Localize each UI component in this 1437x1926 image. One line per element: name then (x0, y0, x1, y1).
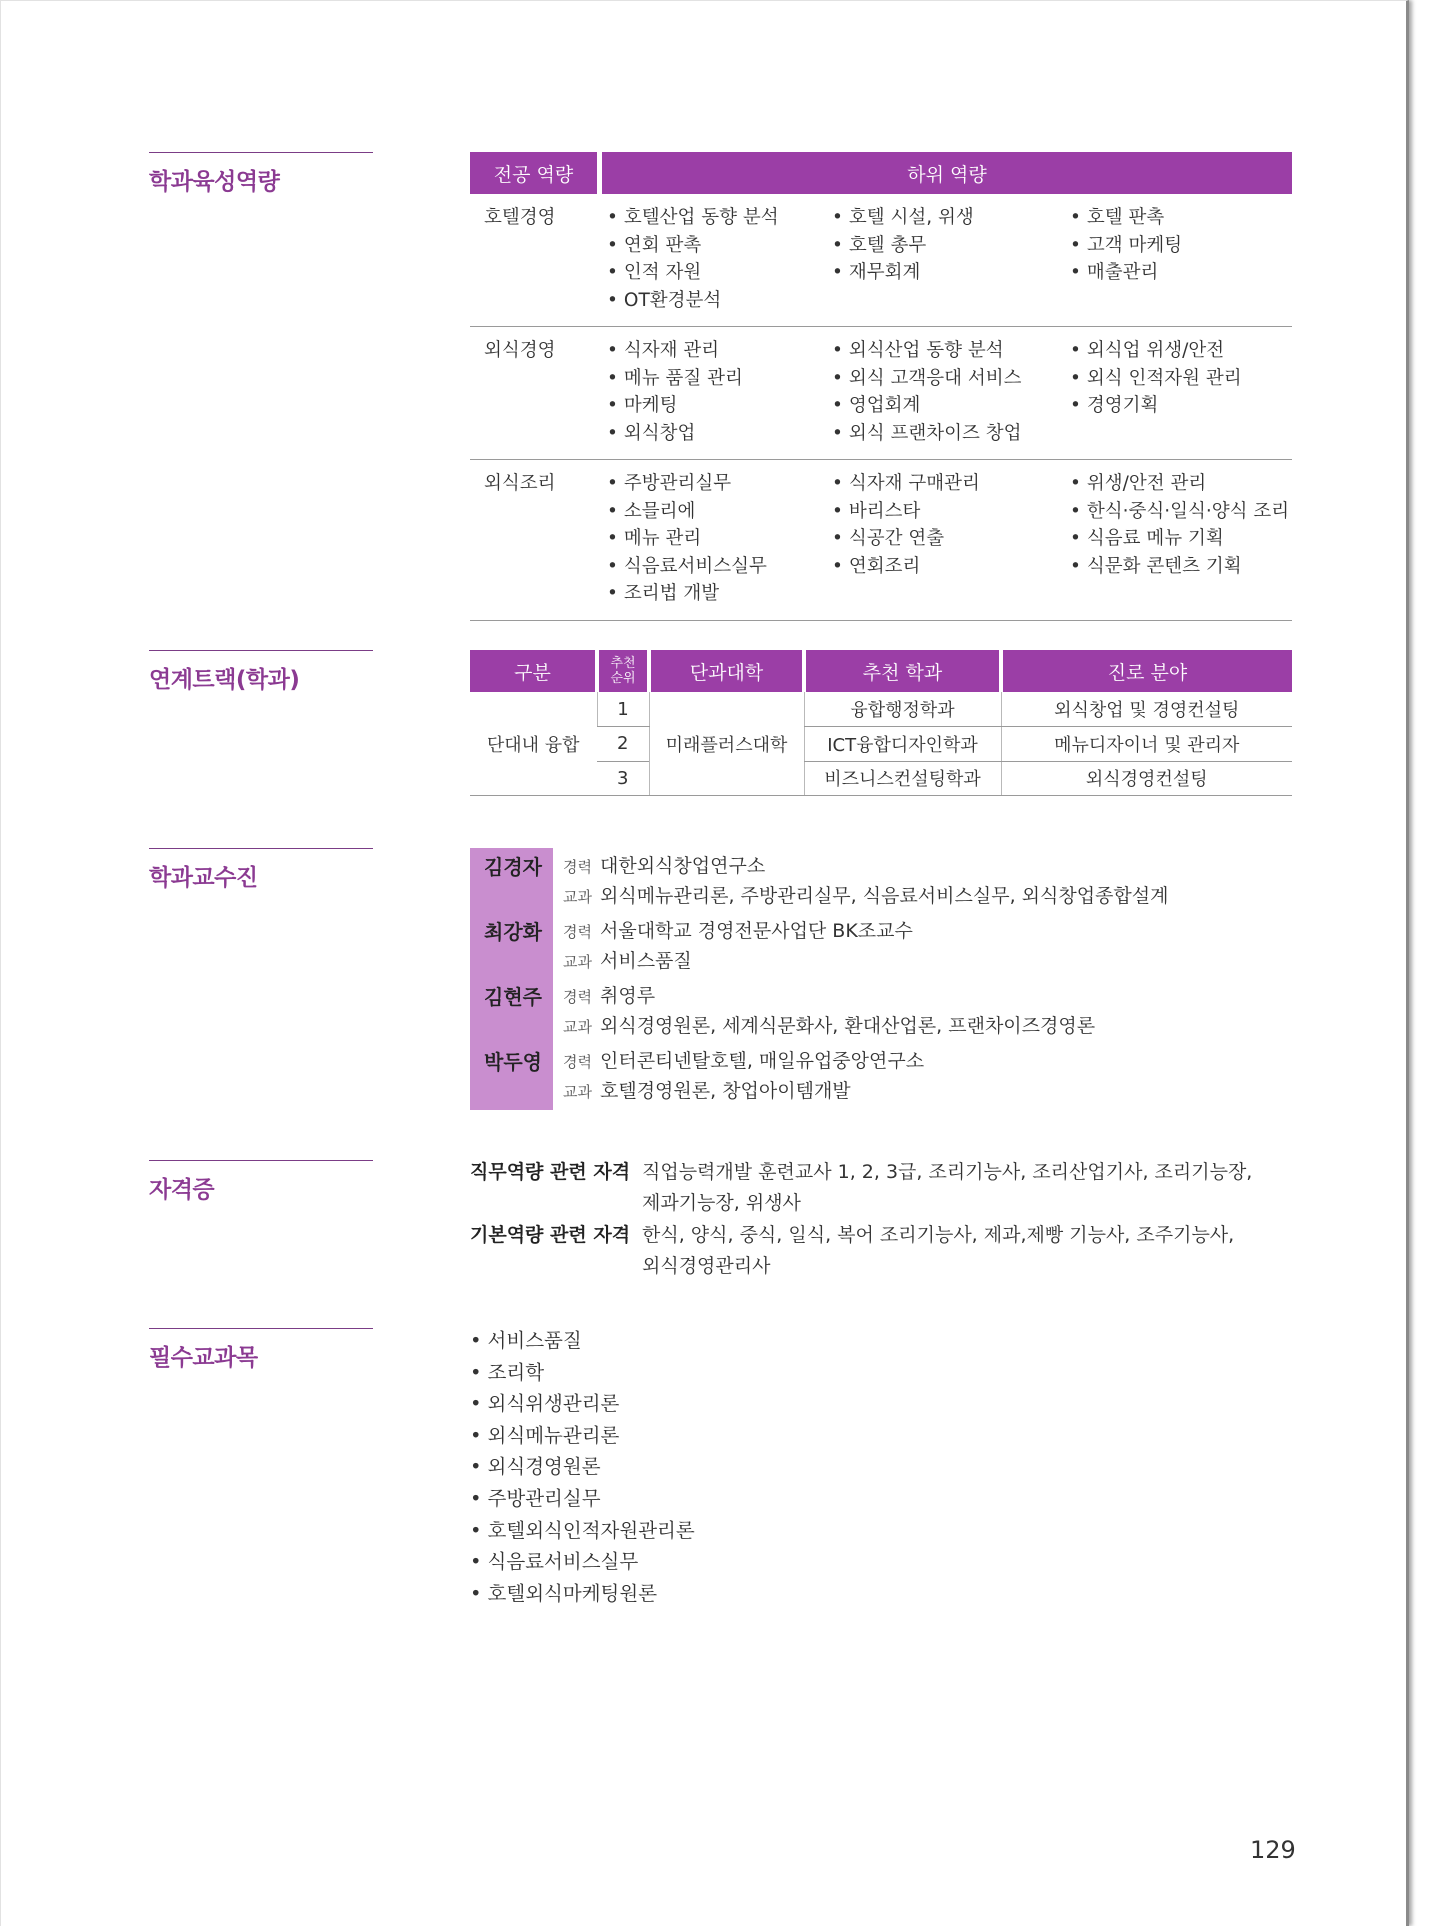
certificate-text: 제과기능장, 위생사 (642, 1192, 801, 1214)
track-rank: 1 (597, 692, 649, 727)
header-division: 구분 (470, 650, 597, 692)
list-item: • 호텔외식마케팅원론 (470, 1578, 695, 1610)
header-major-competency: 전공 역량 (470, 152, 597, 194)
track-group: 단대내 융합 (470, 692, 597, 796)
track-career: 외식경영컨설팅 (1001, 761, 1292, 796)
faculty-courses: 외식메뉴관리론, 주방관리실무, 식음료서비스실무, 외식창업종합설계 (599, 885, 1169, 907)
faculty-name: 김현주 (484, 985, 542, 1009)
section-title-certificates: 자격증 (149, 1160, 373, 1204)
certificate-list (470, 1157, 1292, 1283)
track-table (470, 650, 1292, 796)
list-item: • 외식창업 (607, 420, 826, 448)
list-item: • 외식 인적자원 관리 (1070, 365, 1292, 393)
course-tag: 교과 (563, 953, 592, 971)
list-item: • 식공간 연출 (832, 525, 1064, 553)
certificate-row (470, 1220, 1292, 1282)
list-item: • 외식메뉴관리론 (470, 1420, 695, 1452)
career-tag: 경력 (563, 988, 592, 1006)
list-item: • 메뉴 관리 (607, 525, 826, 553)
list-item: • 주방관리실무 (607, 470, 826, 498)
faculty-name: 김경자 (484, 855, 542, 879)
track-rank: 3 (597, 761, 649, 796)
career-tag: 경력 (563, 858, 592, 876)
header-college: 단과대학 (649, 650, 804, 692)
list-item: • 재무회계 (832, 259, 1064, 287)
faculty-entry (470, 848, 1292, 913)
track-dept: 비즈니스컨설팅학과 (804, 761, 1001, 796)
list-item: • 호텔 총무 (832, 232, 1064, 260)
faculty-career: 인터콘티넨탈호텔, 매일유업중앙연구소 (599, 1050, 925, 1072)
faculty-courses-line (563, 881, 1169, 908)
section-title-track: 연계트랙(학과) (149, 650, 373, 694)
faculty-courses-line (563, 946, 692, 973)
list-item: • 연회 판촉 (607, 232, 826, 260)
list-item: • 영업회계 (832, 392, 1064, 420)
course-tag: 교과 (563, 888, 592, 906)
certificate-text: 직업능력개발 훈련교사 1, 2, 3급, 조리기능사, 조리산업기사, 조리기능장, (642, 1161, 1253, 1183)
competency-category: 호텔경영 (484, 207, 556, 228)
list-item: • 메뉴 품질 관리 (607, 365, 826, 393)
list-item: • 고객 마케팅 (1070, 232, 1292, 260)
faculty-career: 대한외식창업연구소 (599, 855, 766, 877)
certificate-text: 한식, 양식, 중식, 일식, 복어 조리기능사, 제과,제빵 기능사, 조주기능사, (642, 1224, 1235, 1246)
list-item: • 바리스타 (832, 498, 1064, 526)
course-tag: 교과 (563, 1083, 592, 1101)
section-title-faculty: 학과교수진 (149, 848, 373, 892)
list-item: • 식음료서비스실무 (470, 1546, 695, 1578)
list-item: • 식음료 메뉴 기획 (1070, 525, 1292, 553)
track-dept: 융합행정학과 (804, 692, 1001, 727)
faculty-entry (470, 978, 1292, 1043)
faculty-career: 서울대학교 경영전문사업단 BK조교수 (599, 920, 913, 942)
list-item: • 호텔산업 동향 분석 (607, 204, 826, 232)
table-row (470, 327, 1292, 460)
table-row (470, 194, 1292, 327)
list-item: • 호텔 시설, 위생 (832, 204, 1064, 232)
list-item: • 위생/안전 관리 (1070, 470, 1292, 498)
page-number: 129 (1250, 1836, 1296, 1864)
list-item: • 호텔외식인적자원관리론 (470, 1515, 695, 1547)
faculty-courses: 호텔경영원론, 창업아이템개발 (599, 1080, 851, 1102)
list-item: • 식문화 콘텐츠 기획 (1070, 553, 1292, 581)
track-table-header (470, 650, 1292, 692)
course-tag: 교과 (563, 1018, 592, 1036)
list-item: • 연회조리 (832, 553, 1064, 581)
faculty-name: 박두영 (484, 1050, 542, 1074)
list-item: • 인적 자원 (607, 259, 826, 287)
list-item: • 조리법 개발 (607, 580, 826, 608)
faculty-career-line (563, 916, 913, 943)
list-item: • 외식업 위생/안전 (1070, 337, 1292, 365)
list-item: • 식자재 구매관리 (832, 470, 1064, 498)
list-item: • 서비스품질 (470, 1325, 695, 1357)
career-tag: 경력 (563, 1053, 592, 1071)
faculty-courses-line (563, 1011, 1095, 1038)
faculty-courses: 서비스품질 (599, 950, 692, 972)
header-rank: 추천 순위 (597, 650, 649, 692)
faculty-career-line (563, 1046, 924, 1073)
faculty-courses: 외식경영원론, 세계식문화사, 환대산업론, 프랜차이즈경영론 (599, 1015, 1096, 1037)
list-item: • 매출관리 (1070, 259, 1292, 287)
career-tag: 경력 (563, 923, 592, 941)
competency-table-header (470, 152, 1292, 194)
certificate-row (470, 1157, 1292, 1219)
faculty-name: 최강화 (484, 920, 542, 944)
certificate-label: 기본역량 관련 자격 (470, 1224, 631, 1246)
track-rank: 2 (597, 727, 649, 762)
competency-category: 외식경영 (484, 340, 556, 361)
faculty-list (470, 848, 1292, 1108)
section-title-required: 필수교과목 (149, 1328, 373, 1372)
list-item: • OT환경분석 (607, 287, 826, 315)
list-item: • 한식·중식·일식·양식 조리 (1070, 498, 1292, 526)
list-item: • 주방관리실무 (470, 1483, 695, 1515)
header-recommended-dept: 추천 학과 (804, 650, 1001, 692)
table-row (470, 460, 1292, 621)
list-item: • 외식산업 동향 분석 (832, 337, 1064, 365)
list-item: • 호텔 판촉 (1070, 204, 1292, 232)
track-career: 외식창업 및 경영컨설팅 (1001, 692, 1292, 727)
list-item: • 소믈리에 (607, 498, 826, 526)
certificate-label: 직무역량 관련 자격 (470, 1161, 631, 1183)
section-title-competency: 학과육성역량 (149, 152, 373, 196)
track-dept: ICT융합디자인학과 (804, 727, 1001, 762)
track-college: 미래플러스대학 (649, 692, 804, 796)
list-item: • 외식위생관리론 (470, 1388, 695, 1420)
faculty-entry (470, 913, 1292, 978)
certificate-text: 외식경영관리사 (642, 1255, 771, 1277)
list-item: • 조리학 (470, 1357, 695, 1389)
list-item: • 외식 고객응대 서비스 (832, 365, 1064, 393)
list-item: • 식자재 관리 (607, 337, 826, 365)
track-career: 메뉴디자이너 및 관리자 (1001, 727, 1292, 762)
list-item: • 마케팅 (607, 392, 826, 420)
list-item: • 외식경영원론 (470, 1451, 695, 1483)
competency-table (470, 152, 1292, 621)
competency-category: 외식조리 (484, 473, 556, 494)
faculty-courses-line (563, 1076, 851, 1103)
header-career-field: 진로 분야 (1001, 650, 1292, 692)
list-item: • 경영기획 (1070, 392, 1292, 420)
list-item: • 외식 프랜차이즈 창업 (832, 420, 1064, 448)
required-course-list (470, 1325, 695, 1609)
faculty-career-line (563, 851, 765, 878)
table-row (470, 692, 1292, 727)
faculty-entry (470, 1043, 1292, 1108)
faculty-career-line (563, 981, 655, 1008)
header-sub-competency: 하위 역량 (602, 152, 1292, 194)
list-item: • 식음료서비스실무 (607, 553, 826, 581)
faculty-career: 취영루 (599, 985, 656, 1007)
